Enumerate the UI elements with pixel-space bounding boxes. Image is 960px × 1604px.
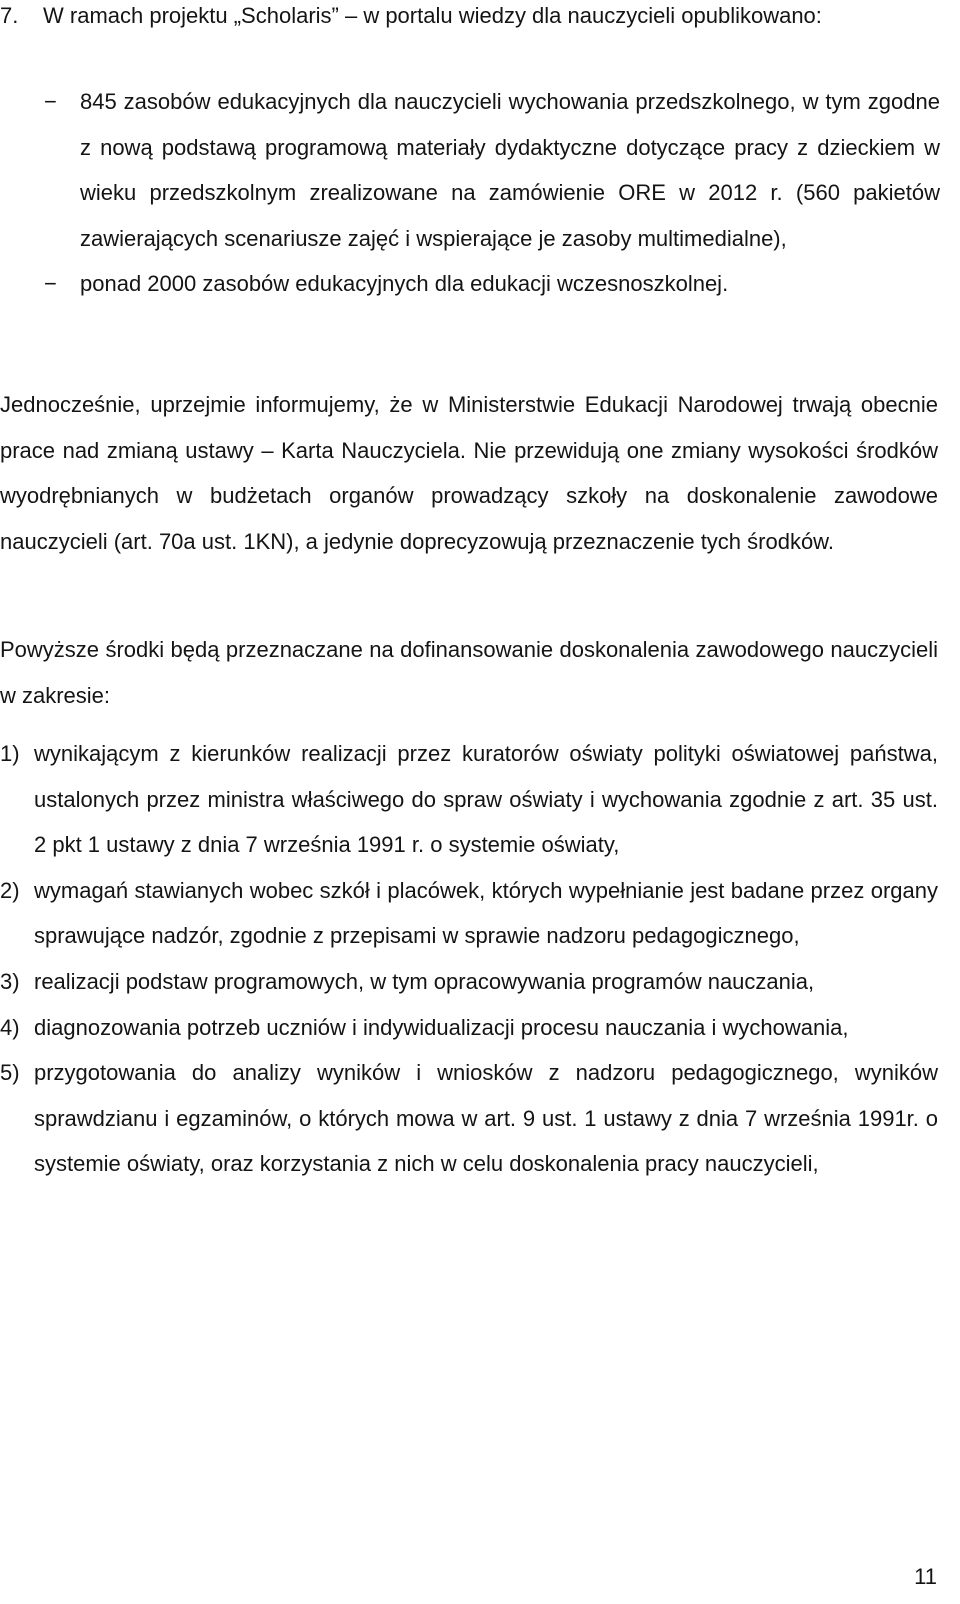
list-item (0, 1050, 938, 1187)
list-item-label: 2) (0, 877, 20, 903)
dash-list-item (0, 79, 940, 261)
list-item-label: 4) (0, 1014, 20, 1040)
dash-marker: − (44, 89, 57, 114)
paragraph-srodki-intro: Powyższe środki będą przeznaczane na dofinansowanie doskonalenia zawodowego nauczycieli w zakresie: (0, 637, 938, 708)
item-7-intro: W ramach projektu „Scholaris” – w portalu wiedzy dla nauczycieli opublikowano: (43, 3, 822, 28)
list-item-label: 5) (0, 1060, 20, 1086)
list-item-text: diagnozowania potrzeb uczniów i indywidualizacji procesu nauczania i wychowania, (34, 1014, 849, 1040)
list-item-text: wymagań stawianych wobec szkół i placówek, których wypełnianie jest badane przez organy sprawujące nadzór, zgodnie z przepisami w sprawie nadzoru pedagogicznego, (34, 877, 938, 949)
list-item (0, 1005, 938, 1051)
list-item-label: 3) (0, 968, 20, 994)
item-number: 7. (0, 3, 19, 28)
list-item (0, 959, 938, 1005)
dash-list (0, 79, 940, 307)
list-item (0, 731, 938, 868)
list-item (0, 868, 938, 959)
page-number: 11 (914, 1564, 937, 1589)
dash-list-item (0, 261, 940, 307)
dash-item-text: ponad 2000 zasobów edukacyjnych dla edukacji wczesnoszkolnej. (80, 271, 729, 297)
list-item-text: wynikającym z kierunków realizacji przez kuratorów oświaty polityki oświatowej państwa, ustalonych przez ministra właściwego do spraw oświaty i wychowania zgodnie z art. 35 ust. 2 pkt 1 ustawy z dnia 7 września 1991 r. o systemie oświaty, (34, 741, 938, 858)
dash-item-text: 845 zasobów edukacyjnych dla nauczycieli wychowania przedszkolnego, w tym zgodne z nową podstawą programową materiały dydaktyczne dotyczące pracy z dzieckiem w wieku przedszkolnym zrealizowane na zamówienie ORE w 2012 r. (560 pakietów zawierających scenariusze zajęć i wspierające je zasoby multimedialne), (80, 89, 940, 251)
list-item-label: 1) (0, 741, 20, 766)
dash-marker: − (44, 271, 57, 297)
paragraph-karta-nauczyciela: Jednocześnie, uprzejmie informujemy, że w Ministerstwie Edukacji Narodowej trwają obecnie prace nad zmianą ustawy – Karta Nauczyciela. Nie przewidują one zmiany wysokości środków wyodrębnianych w budżetach organów prowadzący szkoły na doskonalenie zawodowe nauczycieli (art. 70a ust. 1KN), a jedynie doprecyzowują przeznaczenie tych środków. (0, 392, 938, 554)
numbered-list (0, 731, 938, 1187)
list-item-text: przygotowania do analizy wyników i wniosków z nadzoru pedagogicznego, wyników sprawdzianu i egzaminów, o których mowa w art. 9 ust. 1 ustawy z dnia 7 września 1991r. o systemie oświaty, oraz korzystania z nich w celu doskonalenia pracy nauczycieli, (34, 1060, 938, 1177)
numbered-item-7 (0, 0, 938, 39)
list-item-text: realizacji podstaw programowych, w tym opracowywania programów nauczania, (34, 968, 815, 994)
